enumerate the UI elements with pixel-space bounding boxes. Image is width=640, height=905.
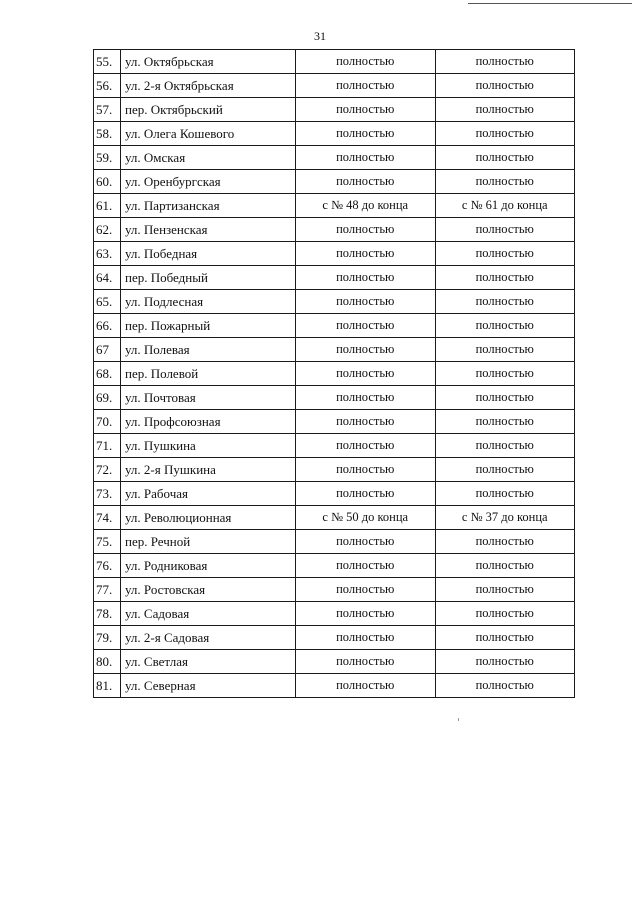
odd-side-cell: полностью	[296, 410, 436, 434]
odd-side-cell: полностью	[296, 170, 436, 194]
street-name-cell: пер. Полевой	[121, 362, 296, 386]
table-row	[94, 602, 575, 626]
even-side-cell: полностью	[435, 146, 575, 170]
street-name-cell: ул. Светлая	[121, 650, 296, 674]
even-side-cell: полностью	[435, 386, 575, 410]
table-row	[94, 170, 575, 194]
row-number-cell: 62.	[94, 218, 121, 242]
row-number-cell: 68.	[94, 362, 121, 386]
street-name-cell: ул. Рабочая	[121, 482, 296, 506]
row-number-cell: 76.	[94, 554, 121, 578]
odd-side-cell: полностью	[296, 626, 436, 650]
street-name-cell: ул. Партизанская	[121, 194, 296, 218]
even-side-cell: с № 37 до конца	[435, 506, 575, 530]
street-name-cell: ул. Полевая	[121, 338, 296, 362]
row-number-cell: 61.	[94, 194, 121, 218]
table-row	[94, 386, 575, 410]
table-row	[94, 122, 575, 146]
table-row	[94, 578, 575, 602]
odd-side-cell: полностью	[296, 242, 436, 266]
even-side-cell: полностью	[435, 650, 575, 674]
odd-side-cell: полностью	[296, 290, 436, 314]
table-row	[94, 74, 575, 98]
row-number-cell: 71.	[94, 434, 121, 458]
even-side-cell: полностью	[435, 74, 575, 98]
table-row	[94, 266, 575, 290]
table-row	[94, 362, 575, 386]
odd-side-cell: полностью	[296, 98, 436, 122]
even-side-cell: полностью	[435, 122, 575, 146]
even-side-cell: полностью	[435, 554, 575, 578]
table-row	[94, 410, 575, 434]
odd-side-cell: полностью	[296, 362, 436, 386]
street-name-cell: пер. Речной	[121, 530, 296, 554]
row-number-cell: 64.	[94, 266, 121, 290]
street-name-cell: ул. Подлесная	[121, 290, 296, 314]
table-row	[94, 194, 575, 218]
odd-side-cell: полностью	[296, 530, 436, 554]
row-number-cell: 59.	[94, 146, 121, 170]
table-row	[94, 482, 575, 506]
row-number-cell: 60.	[94, 170, 121, 194]
scan-artifact	[458, 718, 459, 721]
page-number: 31	[314, 29, 326, 43]
odd-side-cell: полностью	[296, 578, 436, 602]
street-name-cell: ул. 2-я Октябрьская	[121, 74, 296, 98]
row-number-cell: 78.	[94, 602, 121, 626]
row-number-cell: 73.	[94, 482, 121, 506]
row-number-cell: 63.	[94, 242, 121, 266]
table-row	[94, 506, 575, 530]
row-number-cell: 81.	[94, 674, 121, 698]
street-name-cell: ул. Пензенская	[121, 218, 296, 242]
street-name-cell: ул. Оренбургская	[121, 170, 296, 194]
odd-side-cell: полностью	[296, 458, 436, 482]
even-side-cell: полностью	[435, 242, 575, 266]
odd-side-cell: полностью	[296, 434, 436, 458]
even-side-cell: полностью	[435, 410, 575, 434]
even-side-cell: полностью	[435, 290, 575, 314]
odd-side-cell: полностью	[296, 554, 436, 578]
table-row	[94, 314, 575, 338]
table-row	[94, 554, 575, 578]
street-name-cell: ул. Октябрьская	[121, 50, 296, 74]
street-name-cell: пер. Октябрьский	[121, 98, 296, 122]
odd-side-cell: полностью	[296, 314, 436, 338]
even-side-cell: полностью	[435, 458, 575, 482]
even-side-cell: полностью	[435, 266, 575, 290]
odd-side-cell: полностью	[296, 602, 436, 626]
street-name-cell: ул. Омская	[121, 146, 296, 170]
street-name-cell: ул. Родниковая	[121, 554, 296, 578]
even-side-cell: полностью	[435, 98, 575, 122]
row-number-cell: 67	[94, 338, 121, 362]
odd-side-cell: полностью	[296, 218, 436, 242]
even-side-cell: полностью	[435, 626, 575, 650]
odd-side-cell: полностью	[296, 50, 436, 74]
row-number-cell: 58.	[94, 122, 121, 146]
table-row	[94, 626, 575, 650]
street-name-cell: ул. Профсоюзная	[121, 410, 296, 434]
odd-side-cell: полностью	[296, 650, 436, 674]
table-row	[94, 98, 575, 122]
row-number-cell: 66.	[94, 314, 121, 338]
table-row	[94, 434, 575, 458]
row-number-cell: 65.	[94, 290, 121, 314]
table-row	[94, 50, 575, 74]
streets-table	[93, 49, 575, 698]
streets-table-body	[94, 50, 575, 698]
even-side-cell: полностью	[435, 170, 575, 194]
row-number-cell: 72.	[94, 458, 121, 482]
odd-side-cell: полностью	[296, 386, 436, 410]
even-side-cell: полностью	[435, 434, 575, 458]
row-number-cell: 75.	[94, 530, 121, 554]
row-number-cell: 69.	[94, 386, 121, 410]
even-side-cell: полностью	[435, 602, 575, 626]
row-number-cell: 57.	[94, 98, 121, 122]
even-side-cell: полностью	[435, 314, 575, 338]
street-name-cell: ул. Пушкина	[121, 434, 296, 458]
table-row	[94, 674, 575, 698]
row-number-cell: 80.	[94, 650, 121, 674]
row-number-cell: 77.	[94, 578, 121, 602]
even-side-cell: полностью	[435, 482, 575, 506]
odd-side-cell: полностью	[296, 74, 436, 98]
odd-side-cell: полностью	[296, 146, 436, 170]
street-name-cell: пер. Пожарный	[121, 314, 296, 338]
even-side-cell: полностью	[435, 218, 575, 242]
odd-side-cell: полностью	[296, 122, 436, 146]
even-side-cell: полностью	[435, 338, 575, 362]
even-side-cell: полностью	[435, 362, 575, 386]
street-name-cell: ул. 2-я Пушкина	[121, 458, 296, 482]
even-side-cell: с № 61 до конца	[435, 194, 575, 218]
table-row	[94, 218, 575, 242]
odd-side-cell: полностью	[296, 338, 436, 362]
row-number-cell: 56.	[94, 74, 121, 98]
street-name-cell: ул. Революционная	[121, 506, 296, 530]
table-row	[94, 650, 575, 674]
table-row	[94, 458, 575, 482]
odd-side-cell: полностью	[296, 266, 436, 290]
odd-side-cell: с № 48 до конца	[296, 194, 436, 218]
street-name-cell: пер. Победный	[121, 266, 296, 290]
odd-side-cell: полностью	[296, 482, 436, 506]
street-name-cell: ул. Почтовая	[121, 386, 296, 410]
row-number-cell: 74.	[94, 506, 121, 530]
street-name-cell: ул. Олега Кошевого	[121, 122, 296, 146]
table-row	[94, 242, 575, 266]
odd-side-cell: полностью	[296, 674, 436, 698]
row-number-cell: 55.	[94, 50, 121, 74]
street-name-cell: ул. Северная	[121, 674, 296, 698]
table-row	[94, 146, 575, 170]
top-border-line	[468, 3, 632, 4]
street-name-cell: ул. 2-я Садовая	[121, 626, 296, 650]
even-side-cell: полностью	[435, 530, 575, 554]
even-side-cell: полностью	[435, 50, 575, 74]
row-number-cell: 79.	[94, 626, 121, 650]
even-side-cell: полностью	[435, 578, 575, 602]
table-row	[94, 530, 575, 554]
even-side-cell: полностью	[435, 674, 575, 698]
table-row	[94, 338, 575, 362]
row-number-cell: 70.	[94, 410, 121, 434]
street-name-cell: ул. Садовая	[121, 602, 296, 626]
odd-side-cell: с № 50 до конца	[296, 506, 436, 530]
table-row	[94, 290, 575, 314]
street-name-cell: ул. Победная	[121, 242, 296, 266]
street-name-cell: ул. Ростовская	[121, 578, 296, 602]
